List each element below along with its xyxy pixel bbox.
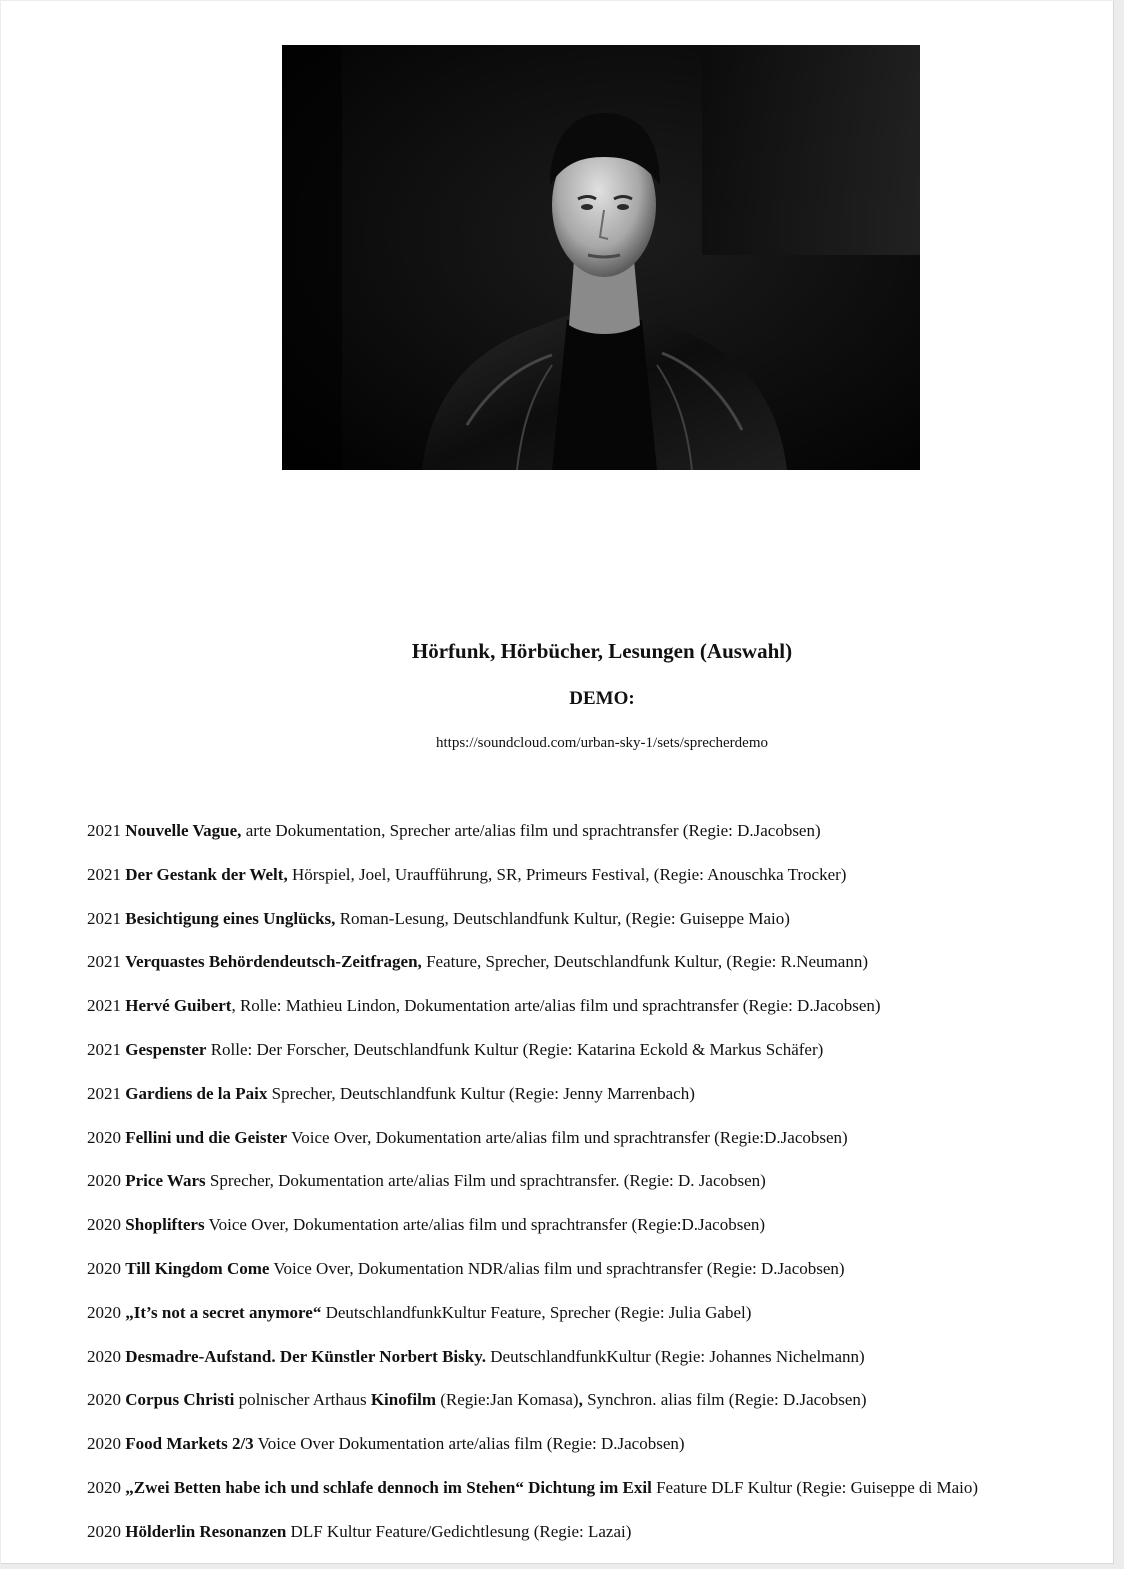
list-item	[87, 1476, 1107, 1520]
credit-title: Kinofilm	[370, 1390, 436, 1410]
list-item	[87, 1082, 1107, 1126]
credit-year: 2020	[87, 1521, 126, 1541]
credit-title: „It’s not a secret anymore“	[125, 1302, 322, 1322]
document-page	[1, 1, 1114, 1564]
credit-year: 2020	[87, 1258, 126, 1278]
credit-details: Voice Over Dokumentation arte/alias film (Regie: D.Jacobsen)	[253, 1434, 685, 1454]
credit-year: 2021	[87, 908, 126, 928]
credit-title: Price Wars	[125, 1171, 206, 1191]
credit-details: Hörspiel, Joel, Uraufführung, SR, Primeurs Festival, (Regie: Anouschka Trocker)	[287, 864, 847, 884]
credit-title: „Zwei Betten habe ich und schlafe dennoch im Stehen“ Dichtung im Exil	[125, 1477, 652, 1497]
demo-label: DEMO:	[569, 688, 635, 709]
credit-year: 2020	[87, 1215, 126, 1235]
section-heading	[1, 637, 1124, 665]
credit-title: Hölderlin Resonanzen	[125, 1521, 287, 1541]
credit-year: 2020	[87, 1434, 126, 1454]
credit-title: Till Kingdom Come	[125, 1258, 270, 1278]
credit-title: Shoplifters	[125, 1215, 205, 1235]
credit-title: Food Markets 2/3	[125, 1434, 254, 1454]
credit-year: 2021	[87, 996, 126, 1016]
list-item	[87, 1169, 1107, 1213]
list-item	[87, 1213, 1107, 1257]
demo-link[interactable]: https://soundcloud.com/urban-sky-1/sets/sprecherdemo	[435, 735, 769, 751]
list-item	[87, 863, 1107, 907]
credit-details: Feature, Sprecher, Deutschlandfunk Kultur, (Regie: R.Neumann)	[421, 952, 868, 972]
portrait-photo-icon	[282, 45, 920, 470]
list-item	[87, 1301, 1107, 1345]
credit-title: Verquastes Behördendeutsch-Zeitfragen,	[125, 952, 422, 972]
credit-details: arte Dokumentation, Sprecher arte/alias film und sprachtransfer (Regie: D.Jacobsen)	[241, 821, 821, 840]
credit-details: (Regie:Jan Komasa)	[435, 1390, 579, 1410]
credit-year: 2021	[87, 821, 126, 840]
list-item	[87, 1257, 1107, 1301]
credit-year: 2021	[87, 952, 126, 972]
credit-year: 2020	[87, 1390, 126, 1410]
list-item	[87, 994, 1107, 1038]
credit-title: Gespenster	[125, 1039, 207, 1059]
credit-details: , Rolle: Mathieu Lindon, Dokumentation arte/alias film und sprachtransfer (Regie: D.Jacobsen)	[231, 996, 881, 1016]
list-item	[87, 1126, 1107, 1170]
credit-year: 2020	[87, 1127, 126, 1147]
credit-details: Synchron. alias film (Regie: D.Jacobsen)	[582, 1390, 867, 1410]
credit-details: Sprecher, Deutschlandfunk Kultur (Regie: Jenny Marrenbach)	[267, 1083, 695, 1103]
credit-year: 2020	[87, 1171, 126, 1191]
section-heading-note: (Auswahl)	[699, 639, 793, 663]
list-item	[87, 1345, 1107, 1389]
credit-year: 2021	[87, 1039, 126, 1059]
credit-details: Feature DLF Kultur (Regie: Guiseppe di Maio)	[651, 1477, 979, 1497]
credit-title: Besichtigung eines Unglücks,	[125, 908, 336, 928]
credit-title: Hervé Guibert	[125, 996, 232, 1016]
credit-title: Nouvelle Vague,	[125, 821, 242, 840]
credit-details: DeutschlandfunkKultur Feature, Sprecher (Regie: Julia Gabel)	[321, 1302, 752, 1322]
credit-details: Voice Over, Dokumentation arte/alias film und sprachtransfer (Regie:D.Jacobsen)	[287, 1127, 848, 1147]
credit-details: Rolle: Der Forscher, Deutschlandfunk Kultur (Regie: Katarina Eckold & Markus Schäfer)	[206, 1039, 824, 1059]
credit-title: Fellini und die Geister	[125, 1127, 288, 1147]
credit-title: Der Gestank der Welt,	[125, 864, 288, 884]
credit-title: Desmadre-Aufstand. Der Künstler Norbert Bisky.	[125, 1346, 487, 1366]
list-item	[87, 819, 1107, 863]
list-item	[87, 907, 1107, 951]
credits-list	[87, 819, 1107, 1564]
credit-year: 2021	[87, 1083, 126, 1103]
list-item	[87, 1038, 1107, 1082]
credit-details: DLF Kultur Feature/Gedichtlesung (Regie: Lazai)	[286, 1521, 632, 1541]
credit-details: Voice Over, Dokumentation NDR/alias film und sprachtransfer (Regie: D.Jacobsen)	[269, 1258, 845, 1278]
credit-year: 2021	[87, 864, 126, 884]
credit-title: ,	[578, 1390, 583, 1410]
credit-year: 2020	[87, 1302, 126, 1322]
list-item	[87, 1432, 1107, 1476]
credit-details: Voice Over, Dokumentation arte/alias film und sprachtransfer (Regie:D.Jacobsen)	[204, 1215, 766, 1235]
credit-title: Gardiens de la Paix	[125, 1083, 268, 1103]
credit-year: 2020	[87, 1346, 126, 1366]
portrait-photo	[282, 45, 920, 470]
credit-details: Sprecher, Dokumentation arte/alias Film und sprachtransfer. (Regie: D. Jacobsen)	[205, 1171, 766, 1191]
credit-details: DeutschlandfunkKultur (Regie: Johannes Nichelmann)	[486, 1346, 865, 1366]
list-item	[87, 950, 1107, 994]
credit-details: Roman-Lesung, Deutschlandfunk Kultur, (Regie: Guiseppe Maio)	[335, 908, 790, 928]
credit-year: 2020	[87, 1477, 126, 1497]
list-item	[87, 1520, 1107, 1564]
section-heading-main: Hörfunk, Hörbücher, Lesungen	[411, 639, 695, 663]
credit-title: Corpus Christi	[125, 1390, 235, 1410]
credit-details: polnischer Arthaus	[234, 1390, 371, 1410]
list-item	[87, 1388, 1107, 1432]
